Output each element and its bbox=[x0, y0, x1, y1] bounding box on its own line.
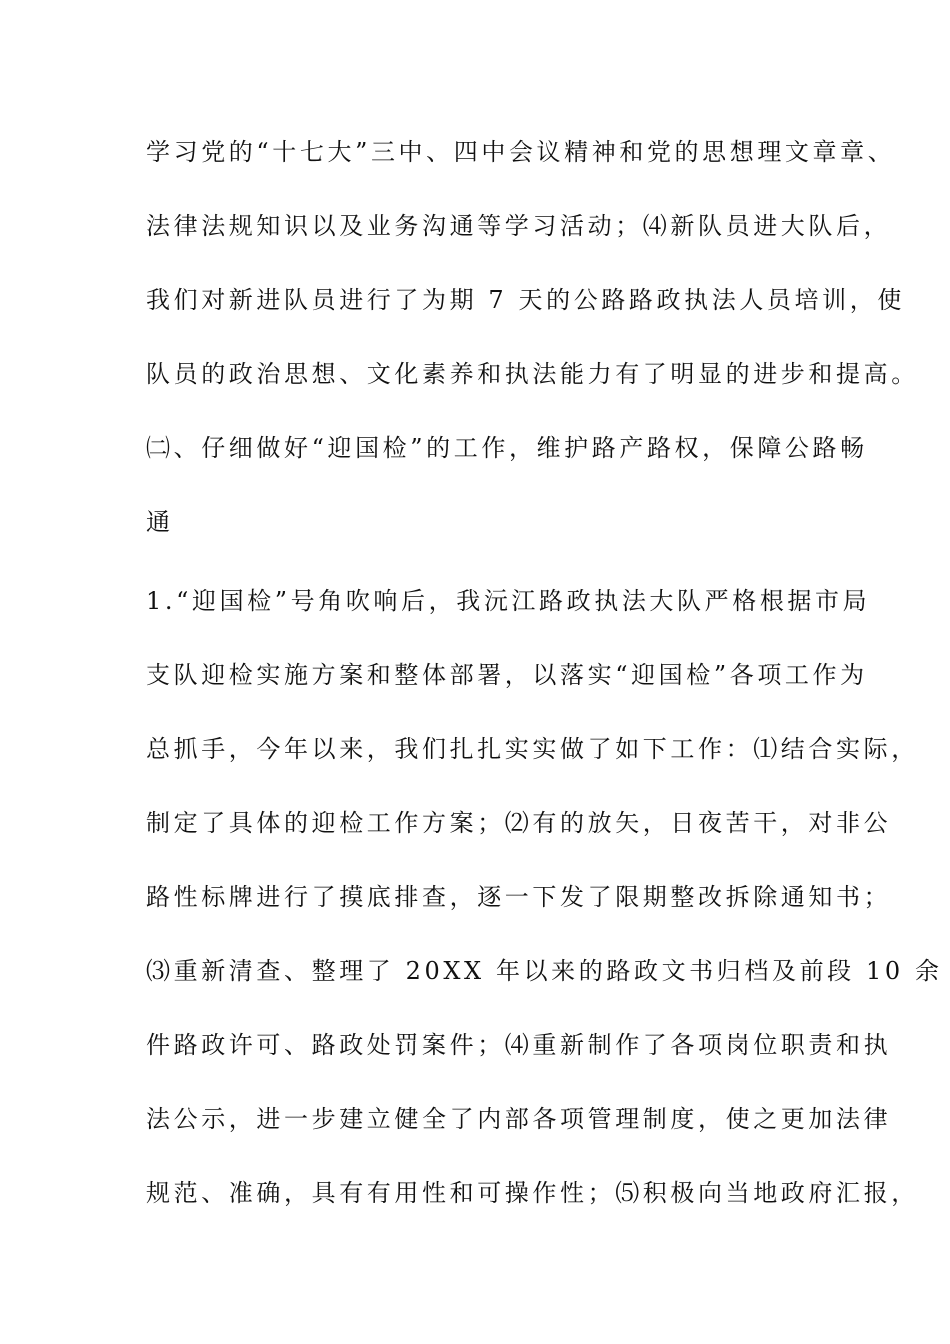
text-line: 队员的政治思想、文化素养和执法能力有了明显的进步和提高。 bbox=[146, 360, 919, 388]
text-line: 支队迎检实施方案和整体部署，以落实“迎国检”各项工作为 bbox=[146, 661, 868, 689]
section-heading-line: ㈡、仔细做好“迎国检”的工作，维护路产路权，保障公路畅 bbox=[146, 434, 868, 462]
text-line: 法公示，进一步建立健全了内部各项管理制度，使之更加法律 bbox=[146, 1105, 892, 1133]
text-line: 件路政许可、路政处罚案件；⑷重新制作了各项岗位职责和执 bbox=[146, 1031, 892, 1059]
text-line: 学习党的“十七大”三中、四中会议精神和党的思想理文章章、 bbox=[146, 138, 896, 166]
text-line: 路性标牌进行了摸底排查，逐一下发了限期整改拆除通知书； bbox=[146, 883, 892, 911]
text-line: 总抓手，今年以来，我们扎扎实实做了如下工作：⑴结合实际， bbox=[146, 735, 919, 763]
text-line: 1.“迎国检”号角吹响后，我沅江路政执法大队严格根据市局 bbox=[146, 587, 871, 615]
text-line: 我们对新进队员进行了为期 7 天的公路路政执法人员培训，使 bbox=[146, 286, 905, 314]
section-heading-line: 通 bbox=[146, 508, 174, 536]
text-line: ⑶重新清查、整理了 20XX 年以来的路政文书归档及前段 10 余 bbox=[146, 957, 943, 985]
text-line: 制定了具体的迎检工作方案；⑵有的放矢，日夜苦干，对非公 bbox=[146, 809, 892, 837]
text-line: 法律法规知识以及业务沟通等学习活动；⑷新队员进大队后， bbox=[146, 212, 892, 240]
text-line: 规范、准确，具有有用性和可操作性；⑸积极向当地政府汇报， bbox=[146, 1179, 919, 1207]
